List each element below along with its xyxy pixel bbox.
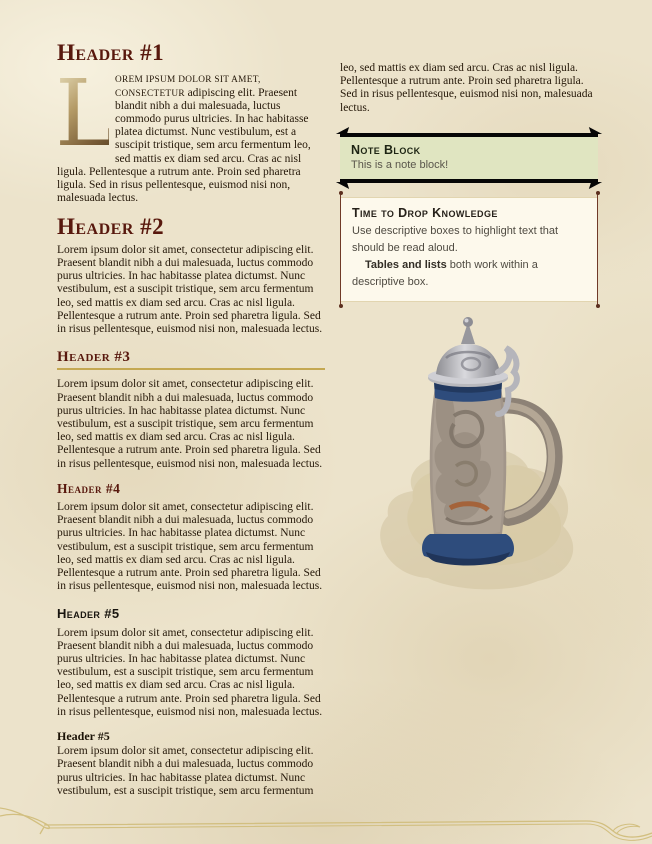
paragraph-h6-truncated: Lorem ipsum dolor sit amet, consectetur adipiscing elit. Praesent blandit nibh a dui malesuada, luctus commodo purus ultricies. In hac habitasse platea dictumst. Nunc vestibulum, est a suscipit tristique, sem arcu fermentum <box>57 745 314 797</box>
paragraph-h5: Lorem ipsum dolor sit amet, consectetur adipiscing elit. Praesent blandit nibh a dui malesuada, luctus commodo purus ultricies. In hac habitasse platea dictumst. Nunc vestibulum, est a suscipit tristique, sem arcu fermentum leo, sed mattis ex diam sed arcu. Cras ac nisl ligula. Pellentesque a rutrum ante. Proin sed pharetra ligula. Sed in risus pellentesque, euismod nisi non, malesuada lectus. <box>57 626 323 718</box>
note-block-body: This is a note block! <box>351 158 449 171</box>
header-6: Header #5 <box>57 729 110 744</box>
footer-flourish-icon <box>0 800 652 844</box>
header-4: Header #4 <box>57 480 121 496</box>
paragraph-h2: Lorem ipsum dolor sit amet, consectetur adipiscing elit. Praesent blandit nibh a dui malesuada, luctus commodo purus ultricies. In hac habitasse platea dictumst. Nunc vestibulum, est a suscipit tristique, sem arcu fermentum leo, sed mattis ex diam sed arcu. Cras ac nisl ligula. Pellentesque a rutrum ante. Proin sed pharetra ligula. Sed in risus pellentesque, euismod nisi non, malesuada lectus. <box>57 243 323 336</box>
header-5: Header #5 <box>57 605 120 621</box>
descriptive-box-line2-rest: both work within a descriptive box. <box>352 259 538 289</box>
paragraph-dropcap <box>55 60 325 205</box>
paragraph-h3: Lorem ipsum dolor sit amet, consectetur adipiscing elit. Praesent blandit nibh a dui malesuada, luctus commodo purus ultricies. In hac habitasse platea dictumst. Nunc vestibulum, est a suscipit tristique, sem arcu fermentum leo, sed mattis ex diam sed arcu. Cras ac nisl ligula. Pellentesque a rutrum ante. Proin sed pharetra ligula. Sed in risus pellentesque, euismod nisi non, malesuada lectus. <box>57 378 323 470</box>
note-corner-wing-icon <box>336 127 349 134</box>
header-3: Header #3 <box>57 348 325 370</box>
stein-finial-highlight <box>465 319 469 323</box>
paragraph-continuation: leo, sed mattis ex diam sed arcu. Cras ac nisl ligula. Pellentesque a rutrum ante. Proin sed pharetra ligula. Sed in risus pellentesque, euismod nisi non, malesuada lectus. <box>340 62 593 114</box>
descriptive-box-line1: Use descriptive boxes to highlight text that should be read aloud. <box>352 225 559 255</box>
beer-stein-illustration <box>358 286 590 596</box>
right-column <box>340 62 598 302</box>
note-block <box>340 133 598 183</box>
note-corner-wing-icon <box>589 182 602 189</box>
left-column <box>57 40 325 807</box>
paragraph-h4: Lorem ipsum dolor sit amet, consectetur adipiscing elit. Praesent blandit nibh a dui malesuada, luctus commodo purus ultricies. In hac habitasse platea dictumst. Nunc vestibulum, est a suscipit tristique, sem arcu fermentum leo, sed mattis ex diam sed arcu. Cras ac nisl ligula. Pellentesque a rutrum ante. Proin sed pharetra ligula. Sed in risus pellentesque, euismod nisi non, malesuada lectus. <box>57 501 323 593</box>
note-corner-wing-icon <box>589 127 602 134</box>
paragraph-lead-smallcaps: OREM IPSUM DOLOR SIT AMET, CONSECTETUR <box>115 75 261 99</box>
header-2: Header #2 <box>57 214 165 240</box>
stein-finial-ball <box>463 317 473 327</box>
stein-lid-dome <box>436 344 500 379</box>
descriptive-box-left-border <box>340 193 341 306</box>
beer-stein-svg <box>358 286 590 596</box>
drop-cap-letter: L <box>55 60 117 168</box>
paragraph-text: adipiscing elit. Praesent blandit nibh a dui malesuada, luctus commodo purus ultricies. In hac habitasse platea dictumst. Nunc vestibulum, est a suscipit tristique, sem arcu fermentum leo, sed mattis ex diam sed arcu. Cras ac nisl ligula. Pellentesque a rutrum ante. Proin sed pharetra ligula. Sed in risus pellentesque, euismod nisi non, malesuada lectus. <box>57 86 311 205</box>
note-block-title: Note Block <box>351 142 421 157</box>
note-corner-wing-icon <box>336 182 349 189</box>
header-1: Header #1 <box>57 40 165 65</box>
descriptive-box-title: Time to Drop Knowledge <box>352 206 498 221</box>
descriptive-box-line2-bold: Tables and lists <box>365 259 447 272</box>
descriptive-box-right-border <box>597 193 598 306</box>
